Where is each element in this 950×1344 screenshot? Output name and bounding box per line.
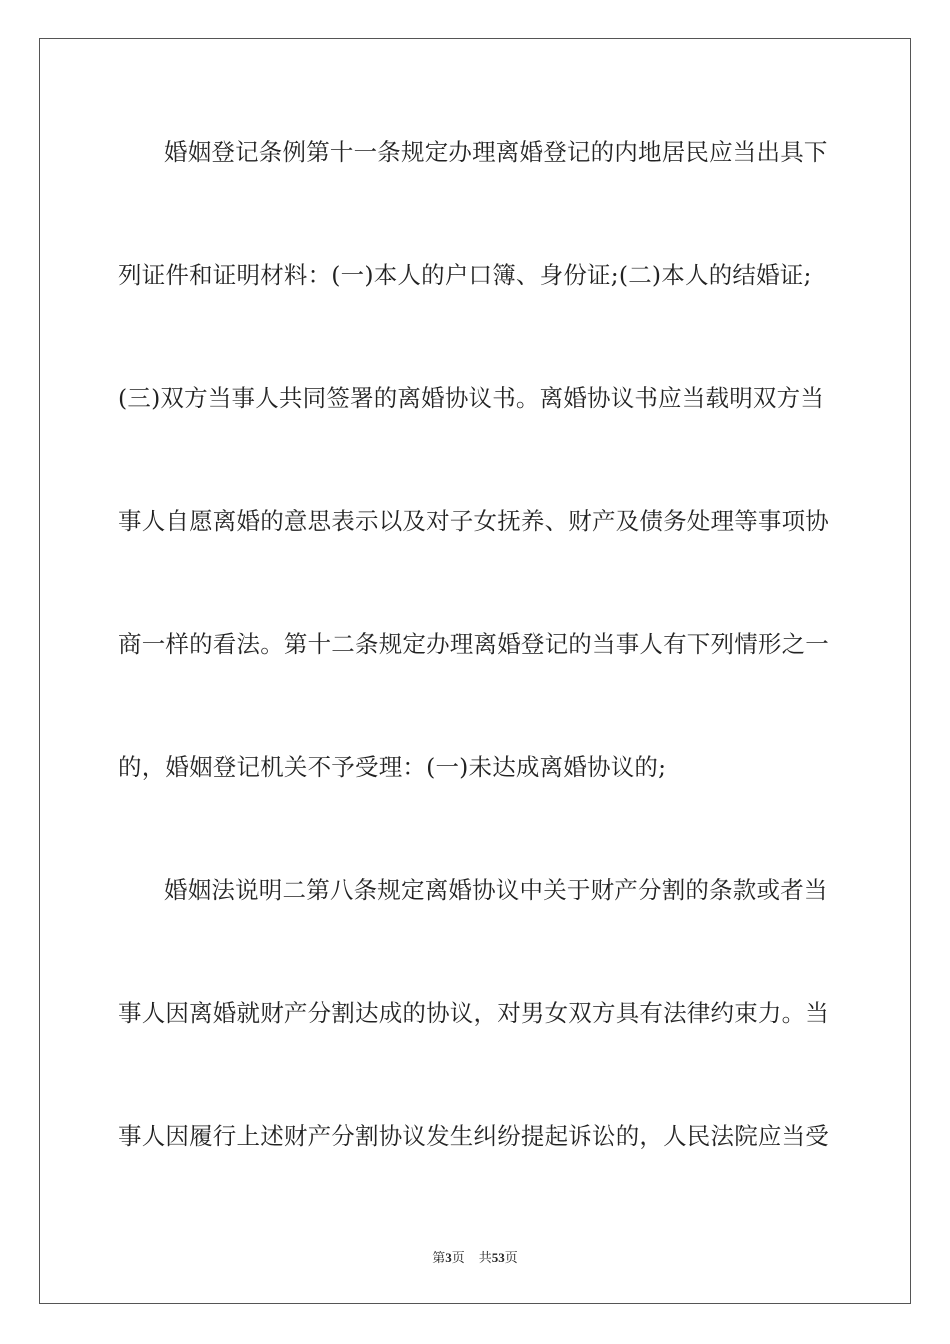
page-border — [39, 38, 911, 1304]
paragraph-1-line-6: 的，婚姻登记机关不予受理：(一)未达成离婚协议的; — [118, 753, 667, 781]
total-prefix: 共 — [478, 1251, 492, 1266]
paragraph-2-line-2: 事人因离婚就财产分割达成的协议，对男女双方具有法律约束力。当 — [118, 999, 829, 1027]
paragraph-2-line-1: 婚姻法说明二第八条规定离婚协议中关于财产分割的条款或者当 — [164, 876, 828, 904]
paragraph-1-line-3: (三)双方当事人共同签署的离婚协议书。离婚协议书应当载明双方当 — [118, 384, 825, 412]
page-number: 3 — [445, 1250, 452, 1265]
paragraph-2-line-3: 事人因履行上述财产分割协议发生纠纷提起诉讼的，人民法院应当受 — [118, 1122, 829, 1150]
total-pages: 53 — [491, 1250, 505, 1265]
paragraph-1-line-1: 婚姻登记条例第十一条规定办理离婚登记的内地居民应当出具下 — [164, 138, 828, 166]
paragraph-1-line-4: 事人自愿离婚的意思表示以及对子女抚养、财产及债务处理等事项协 — [118, 507, 829, 535]
page-suffix: 页 — [451, 1251, 465, 1266]
paragraph-1-line-2: 列证件和证明材料：(一)本人的户口簿、身份证;(二)本人的结婚证; — [118, 261, 812, 289]
total-suffix: 页 — [504, 1251, 518, 1266]
page-footer — [0, 1249, 950, 1268]
page-prefix: 第 — [432, 1251, 446, 1266]
paragraph-1-line-5: 商一样的看法。第十二条规定办理离婚登记的当事人有下列情形之一 — [118, 630, 829, 658]
